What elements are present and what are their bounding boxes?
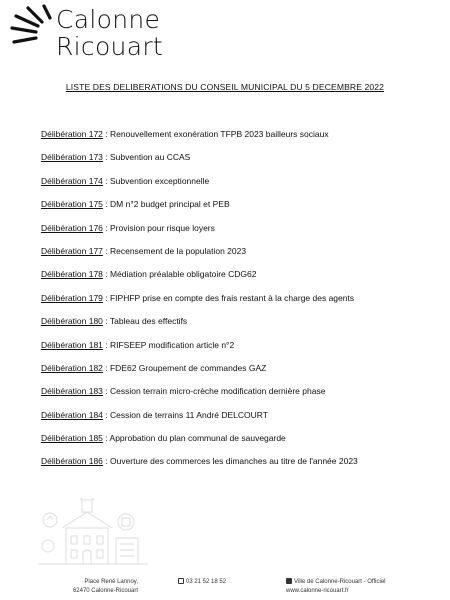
page-title: LISTE DES DELIBERATIONS DU CONSEIL MUNICIPAL DU 5 DECEMBRE 2022 [65,82,385,92]
list-item [41,222,441,245]
list-item [41,362,441,385]
address-line2: 62470 Calonne-Ricouart [72,588,138,594]
deliberation-text: : Subvention exceptionnelle [102,175,210,186]
deliberation-ref: Délibération 180 [41,316,103,327]
list-item [41,268,441,291]
deliberation-ref: Délibération 174 [41,175,103,186]
deliberation-ref: Délibération 178 [41,269,103,280]
phone-number: 03 21 52 18 52 [186,579,227,585]
deliberation-ref: Délibération 179 [41,292,103,303]
deliberation-text: : Approbation du plan communal de sauvegarde [102,433,286,444]
logo [8,2,208,66]
logo-line2: Ricouart [56,32,164,61]
deliberation-text: : DM n°2 budget principal et PEB [102,199,230,210]
address-line1: Place René Lannoy, [84,579,138,585]
list-item [41,432,441,455]
list-item [41,198,441,221]
deliberation-ref: Délibération 175 [41,199,103,210]
deliberation-text: : Ouverture des commerces les dimanches au titre de l'année 2023 [102,456,358,467]
deliberation-list [41,128,441,479]
list-item [41,175,441,198]
logo-wordmark [56,6,163,60]
deliberation-text: : FIPHFP prise en compte des frais restant à la charge des agents [102,292,355,303]
list-item [41,339,441,362]
facebook-icon [286,578,292,584]
list-item [41,151,441,174]
deliberation-ref: Délibération 185 [41,433,103,444]
town-illustration-watermark [38,498,148,570]
list-item [41,455,441,478]
deliberation-text: : RIFSEEP modification article n°2 [102,339,235,350]
deliberation-ref: Délibération 176 [41,222,103,233]
deliberation-ref: Délibération 172 [41,129,103,139]
deliberation-text: : Recensement de la population 2023 [102,245,247,256]
list-item [41,409,441,432]
list-item [41,292,441,315]
deliberation-ref: Délibération 183 [41,386,103,397]
phone-icon [178,578,184,584]
deliberation-text: : Provision pour risque loyers [102,222,215,233]
deliberation-ref: Délibération 182 [41,362,103,373]
facebook-page[interactable]: Ville de Calonne-Ricouart - Officiel [294,579,386,585]
deliberation-text: : Cession terrain micro-crèche modification dernière phase [102,386,326,397]
deliberation-text: : Renouvellement exonération TFPB 2023 bailleurs sociaux [102,129,329,139]
deliberation-text: : Médiation préalable obligatoire CDG62 [102,269,257,280]
logo-line1: Calonne [56,5,161,34]
deliberation-text: : Subvention au CCAS [102,152,191,163]
list-item [41,128,441,151]
footer-address [52,578,138,596]
deliberation-text: : FDE62 Groupement de commandes GAZ [102,362,267,373]
website-link[interactable]: www.calonne-ricouart.fr [286,588,349,594]
footer-web [286,578,386,596]
list-item [41,315,441,338]
list-item [41,245,441,268]
footer [0,578,450,600]
sun-rays-icon [8,2,60,52]
footer-phone [178,578,226,587]
deliberation-ref: Délibération 186 [41,456,103,467]
deliberation-ref: Délibération 181 [41,339,103,350]
deliberation-ref: Délibération 173 [41,152,103,163]
deliberation-text: : Cession de terrains 11 André DELCOURT [102,409,268,420]
deliberation-ref: Délibération 184 [41,409,103,420]
deliberation-text: : Tableau des effectifs [102,316,188,327]
list-item [41,385,441,408]
deliberation-ref: Délibération 177 [41,245,103,256]
